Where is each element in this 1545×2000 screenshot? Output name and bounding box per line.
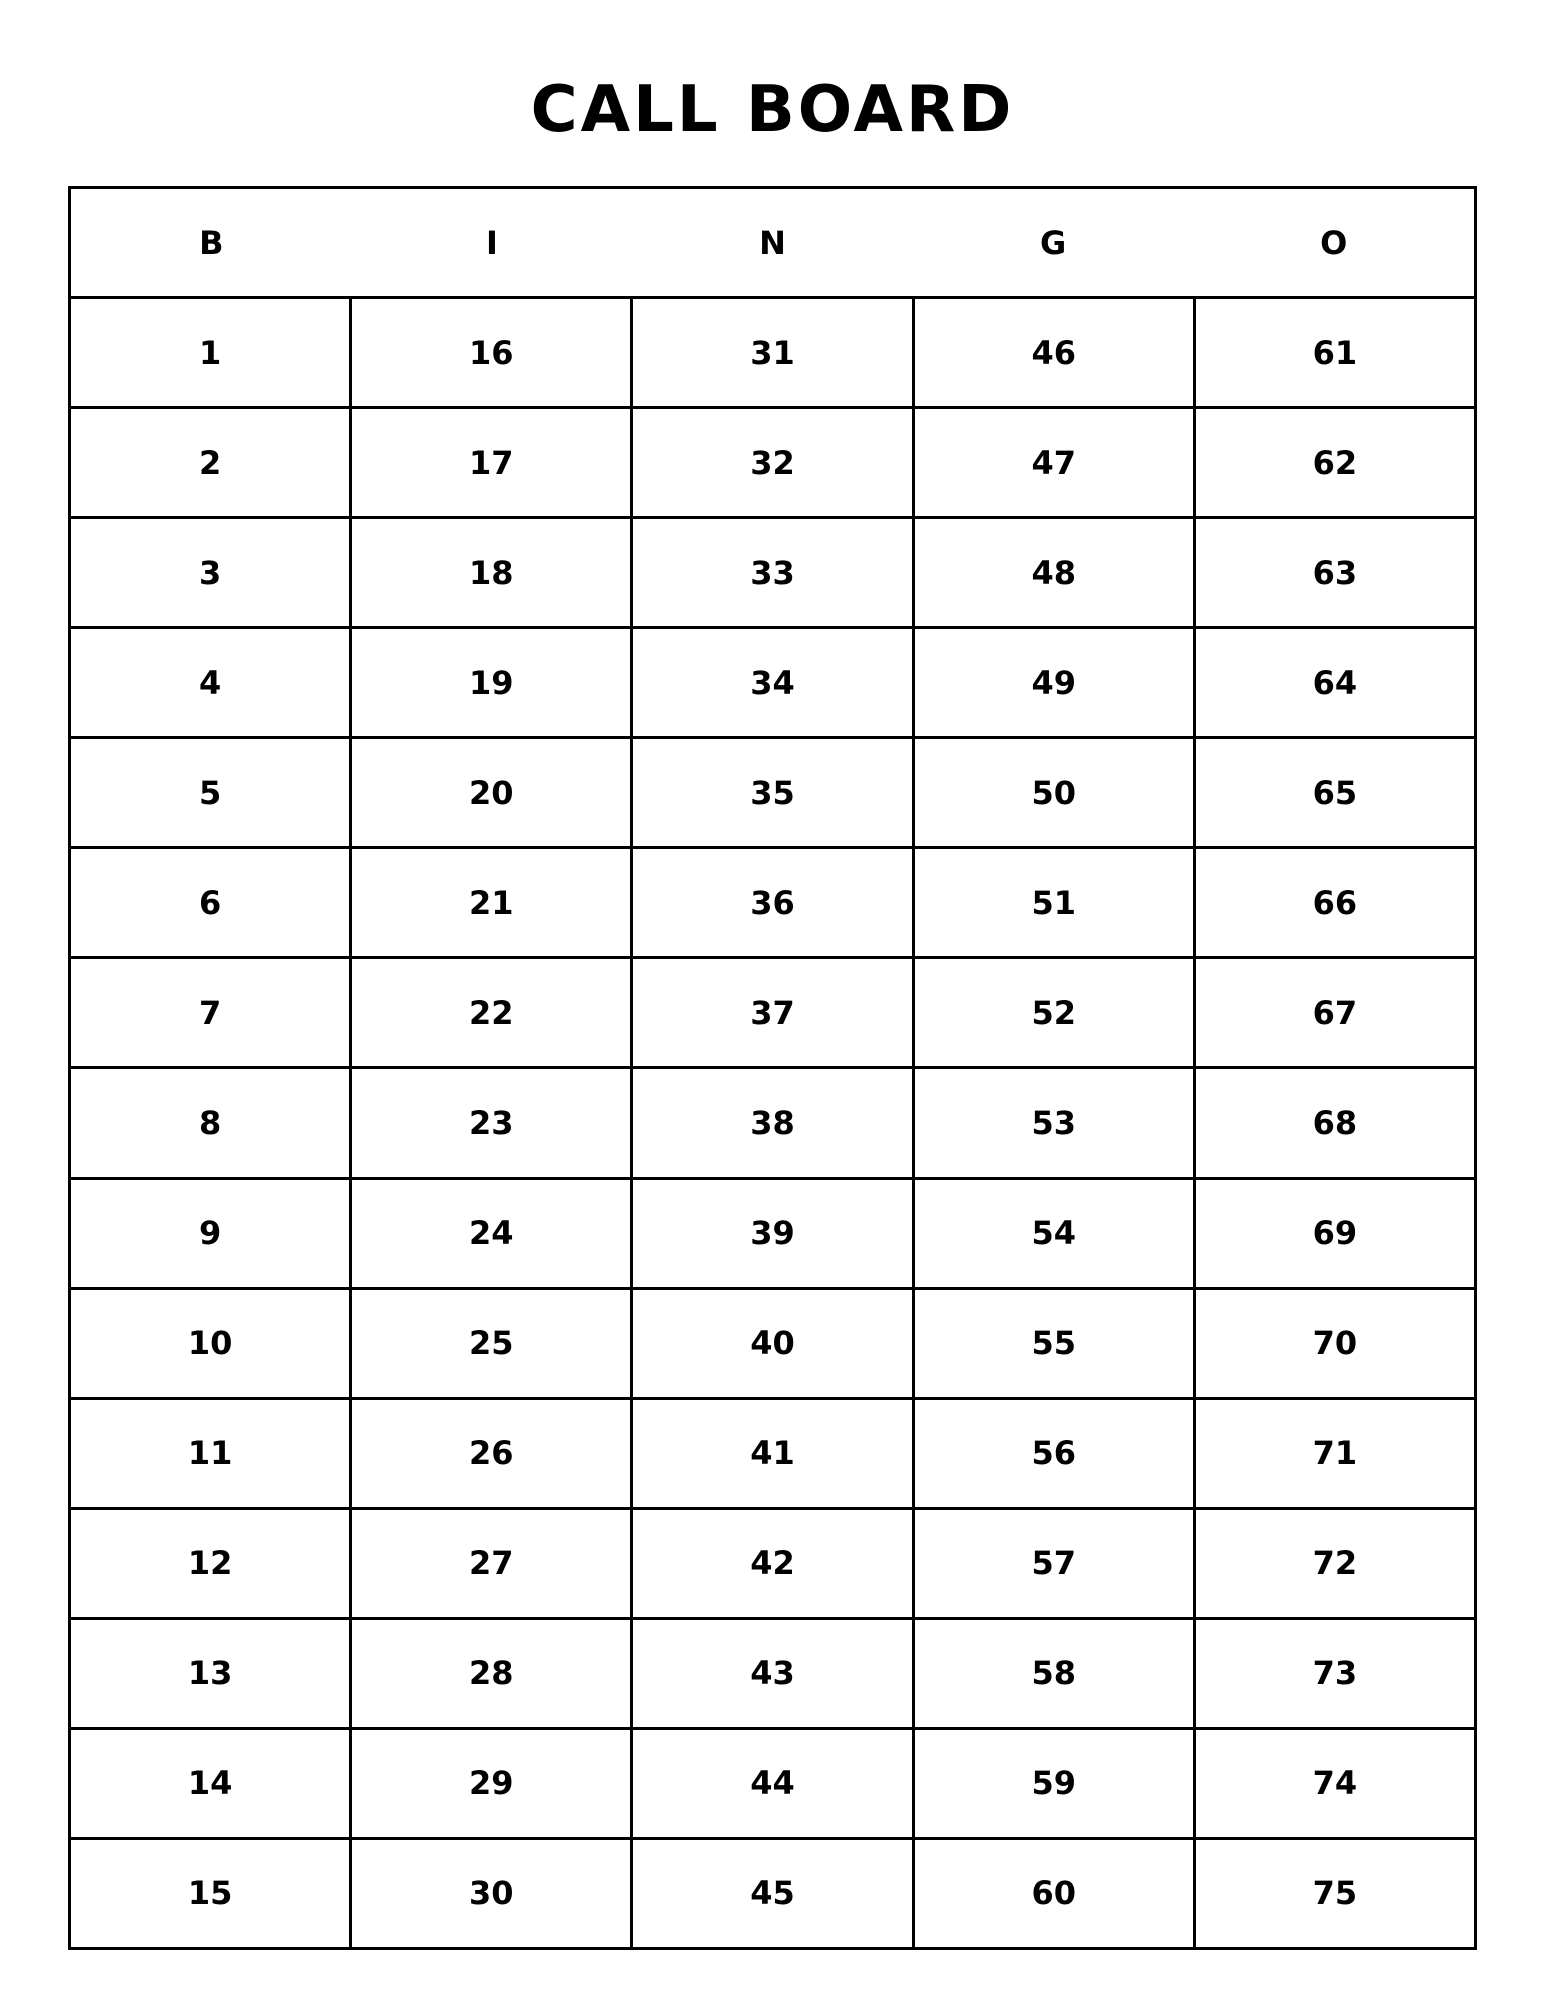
table-row	[71, 1620, 1474, 1730]
number-cell-b: 9	[71, 1180, 352, 1287]
number-cell-g: 55	[915, 1290, 1196, 1397]
number-cell-i: 20	[352, 739, 633, 846]
number-cell-o: 64	[1312, 663, 1358, 702]
number-cell-i: 24	[352, 1180, 633, 1287]
number-cell-n: 45	[633, 1840, 914, 1947]
table-row	[71, 1400, 1474, 1510]
table-row	[71, 959, 1474, 1069]
number-cell-n: 40	[633, 1290, 914, 1397]
number-cell-n: 43	[633, 1620, 914, 1727]
table-row	[71, 1510, 1474, 1620]
number-cell-n: 33	[633, 519, 914, 626]
number-cell-i: 25	[352, 1290, 633, 1397]
number-cell-i: 18	[352, 519, 633, 626]
number-cell-i: 29	[352, 1730, 633, 1837]
table-row	[71, 849, 1474, 959]
table-row	[71, 1069, 1474, 1179]
table-header-row	[71, 189, 1474, 299]
number-cell-b: 3	[71, 519, 352, 626]
number-cell-g: 46	[915, 299, 1196, 406]
number-cell-o: 71	[1312, 1434, 1358, 1473]
number-cell-i: 30	[352, 1840, 633, 1947]
number-cell-n: 37	[633, 959, 914, 1066]
number-cell-o: 62	[1312, 443, 1358, 482]
number-cell-o: 75	[1312, 1874, 1358, 1913]
number-cell-n: 36	[633, 849, 914, 956]
number-cell-b: 4	[71, 629, 352, 736]
table-row	[71, 1180, 1474, 1290]
number-cell-g: 57	[915, 1510, 1196, 1617]
number-cell-i: 22	[352, 959, 633, 1066]
number-cell-i: 21	[352, 849, 633, 956]
number-cell-b: 10	[71, 1290, 352, 1397]
number-cell-i: 28	[352, 1620, 633, 1727]
table-row	[71, 519, 1474, 629]
number-cell-i: 17	[352, 409, 633, 516]
number-cell-g: 48	[915, 519, 1196, 626]
number-cell-b: 5	[71, 739, 352, 846]
number-cell-b: 11	[71, 1400, 352, 1507]
number-cell-n: 39	[633, 1180, 914, 1287]
table-row	[71, 409, 1474, 519]
number-cell-o: 70	[1312, 1324, 1358, 1363]
number-cell-o: 66	[1312, 883, 1358, 922]
number-cell-b: 8	[71, 1069, 352, 1176]
number-cell-o: 73	[1312, 1654, 1358, 1693]
number-cell-b: 2	[71, 409, 352, 516]
number-cell-b: 14	[71, 1730, 352, 1837]
number-cell-g: 50	[915, 739, 1196, 846]
table-row	[71, 1840, 1474, 1947]
number-cell-b: 12	[71, 1510, 352, 1617]
number-cell-o: 61	[1312, 333, 1358, 372]
number-cell-b: 13	[71, 1620, 352, 1727]
table-row	[71, 299, 1474, 409]
number-grid	[71, 299, 1474, 1947]
call-board-table	[68, 186, 1477, 1950]
number-cell-n: 35	[633, 739, 914, 846]
number-cell-b: 1	[71, 299, 352, 406]
table-row	[71, 1730, 1474, 1840]
number-cell-g: 53	[915, 1069, 1196, 1176]
number-cell-g: 56	[915, 1400, 1196, 1507]
table-row	[71, 1290, 1474, 1400]
number-cell-b: 15	[71, 1840, 352, 1947]
number-cell-n: 41	[633, 1400, 914, 1507]
number-cell-g: 49	[915, 629, 1196, 736]
number-cell-g: 54	[915, 1180, 1196, 1287]
page-title: CALL BOARD	[530, 73, 1015, 147]
number-cell-o: 69	[1312, 1214, 1358, 1253]
number-cell-o: 68	[1312, 1103, 1358, 1142]
column-header-o: O	[1320, 223, 1348, 262]
number-cell-o: 74	[1312, 1764, 1358, 1803]
number-cell-b: 6	[71, 849, 352, 956]
number-cell-g: 59	[915, 1730, 1196, 1837]
number-cell-g: 60	[915, 1840, 1196, 1947]
number-cell-n: 31	[633, 299, 914, 406]
number-cell-g: 58	[915, 1620, 1196, 1727]
number-cell-o: 63	[1312, 553, 1358, 592]
table-row	[71, 629, 1474, 739]
number-cell-i: 16	[352, 299, 633, 406]
number-cell-g: 52	[915, 959, 1196, 1066]
number-cell-i: 26	[352, 1400, 633, 1507]
number-cell-o: 67	[1312, 993, 1358, 1032]
number-cell-b: 7	[71, 959, 352, 1066]
number-cell-o: 72	[1312, 1544, 1358, 1583]
number-cell-n: 38	[633, 1069, 914, 1176]
column-header-n: N	[759, 223, 786, 262]
number-cell-n: 44	[633, 1730, 914, 1837]
number-cell-i: 19	[352, 629, 633, 736]
number-cell-g: 47	[915, 409, 1196, 516]
number-cell-i: 23	[352, 1069, 633, 1176]
number-cell-i: 27	[352, 1510, 633, 1617]
number-cell-n: 42	[633, 1510, 914, 1617]
table-row	[71, 739, 1474, 849]
number-cell-n: 32	[633, 409, 914, 516]
column-header-i: I	[485, 223, 498, 262]
number-cell-o: 65	[1312, 773, 1358, 812]
column-header-b: B	[199, 223, 224, 262]
number-cell-g: 51	[915, 849, 1196, 956]
column-header-g: G	[1039, 223, 1067, 262]
number-cell-n: 34	[633, 629, 914, 736]
